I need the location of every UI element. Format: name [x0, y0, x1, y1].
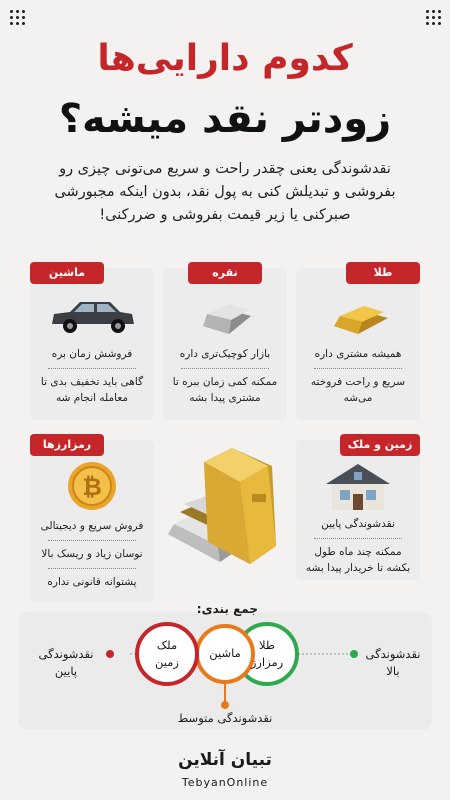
- title-line-1: کدوم دارایی‌ها: [97, 38, 353, 79]
- circle-mid-text: ماشین: [209, 646, 241, 660]
- corner-dots-left: [10, 10, 24, 24]
- intro-text: [20, 158, 430, 227]
- logo-english: TebyanOnline: [181, 776, 269, 789]
- dot-low: [106, 650, 114, 658]
- card-silver-separator: [181, 368, 269, 369]
- card-crypto-line1: فروش سریع و دیجیتالی: [40, 520, 144, 532]
- card-gold-label: طلا: [346, 262, 420, 284]
- summary-title: جمع بندی:: [196, 602, 258, 616]
- card-crypto-label: رمزارزها: [30, 434, 104, 456]
- intro-line-3: صبرکنی یا زیر قیمت بفروشی و ضررکنی!: [99, 207, 351, 223]
- dot-high: [350, 650, 358, 658]
- intro-line-1: نقدشوندگی یعنی چقدر راحت و سریع می‌تونی چیزی رو: [59, 161, 391, 177]
- summary-low-line-b: پایین: [54, 664, 78, 678]
- card-crypto-separator-2: [48, 568, 136, 569]
- intro-line-2: بفروشی و تبدیلش کنی به پول نقد، بدون اینکه مجبورشی: [54, 184, 396, 200]
- summary-high-line-a: نقدشوندگی: [365, 647, 421, 661]
- circle-right-text: [247, 637, 287, 671]
- gold-bar-icon: [296, 290, 420, 340]
- card-silver-label: نقره: [188, 262, 262, 284]
- card-silver-line2b: مشتری پیدا بشه: [189, 392, 261, 404]
- corner-dots-right: [426, 10, 440, 24]
- circle-left-line-a: ملک: [156, 638, 178, 652]
- circle-left-line-b: زمین: [155, 655, 179, 669]
- card-car-line2b: معامله انجام شه: [55, 392, 129, 404]
- silver-bar-icon: [163, 290, 287, 340]
- circle-right-line-a: طلا: [258, 638, 275, 652]
- card-land-line1: نقدشوندگی پایین: [321, 518, 395, 530]
- card-silver-line2a: ممکنه کمی زمان ببره تا: [172, 376, 278, 388]
- house-icon: [296, 458, 420, 512]
- card-gold-separator: [314, 368, 402, 369]
- card-land-line2a: ممکنه چند ماه طول: [314, 546, 402, 558]
- summary-mid-label: نقدشوندگی متوسط: [177, 711, 273, 725]
- card-land-label: زمین و ملک: [340, 434, 420, 456]
- circle-left-text: [147, 637, 187, 671]
- card-car-line2a: گاهی باید تخفیف بدی تا: [40, 376, 144, 388]
- card-crypto-separator-1: [48, 540, 136, 541]
- card-gold-line2b: می‌شه: [343, 392, 373, 404]
- card-silver: [163, 268, 287, 420]
- summary-low-line-a: نقدشوندگی: [38, 647, 94, 661]
- card-car: [30, 268, 154, 420]
- card-car-line1: فروشش زمان بره: [51, 348, 133, 360]
- card-gold-line1: همیشه مشتری داره: [314, 348, 402, 360]
- gold-silver-stack-image: [160, 438, 290, 578]
- card-land-line2b: بکشه تا خریدار پیدا بشه: [305, 562, 411, 574]
- card-gold-line2a: سریع و راحت فروخته: [310, 376, 406, 388]
- logo-persian: تبیان آنلاین: [178, 750, 272, 770]
- svg-text:₿: ₿: [82, 473, 102, 501]
- card-gold: [296, 268, 420, 420]
- circle-right-line-b: رمزارز: [250, 655, 284, 669]
- dot-mid: [221, 701, 229, 709]
- card-car-separator: [48, 368, 136, 369]
- summary-low-label: [30, 646, 102, 680]
- car-icon: [30, 290, 154, 340]
- card-crypto: [30, 440, 154, 602]
- card-silver-line1: بازار کوچیک‌تری داره: [179, 348, 271, 360]
- card-crypto-line3: پشتوانه قانونی نداره: [47, 576, 137, 588]
- card-land: [296, 440, 420, 580]
- bitcoin-icon: [30, 458, 154, 514]
- card-crypto-line2: نوسان زیاد و ریسک بالا: [41, 548, 143, 560]
- summary-high-label: [360, 646, 426, 680]
- summary-high-line-b: بالا: [386, 664, 400, 678]
- card-car-label: ماشین: [30, 262, 104, 284]
- title-line-2: زودتر نقد میشه؟: [58, 96, 392, 142]
- card-land-separator: [314, 538, 402, 539]
